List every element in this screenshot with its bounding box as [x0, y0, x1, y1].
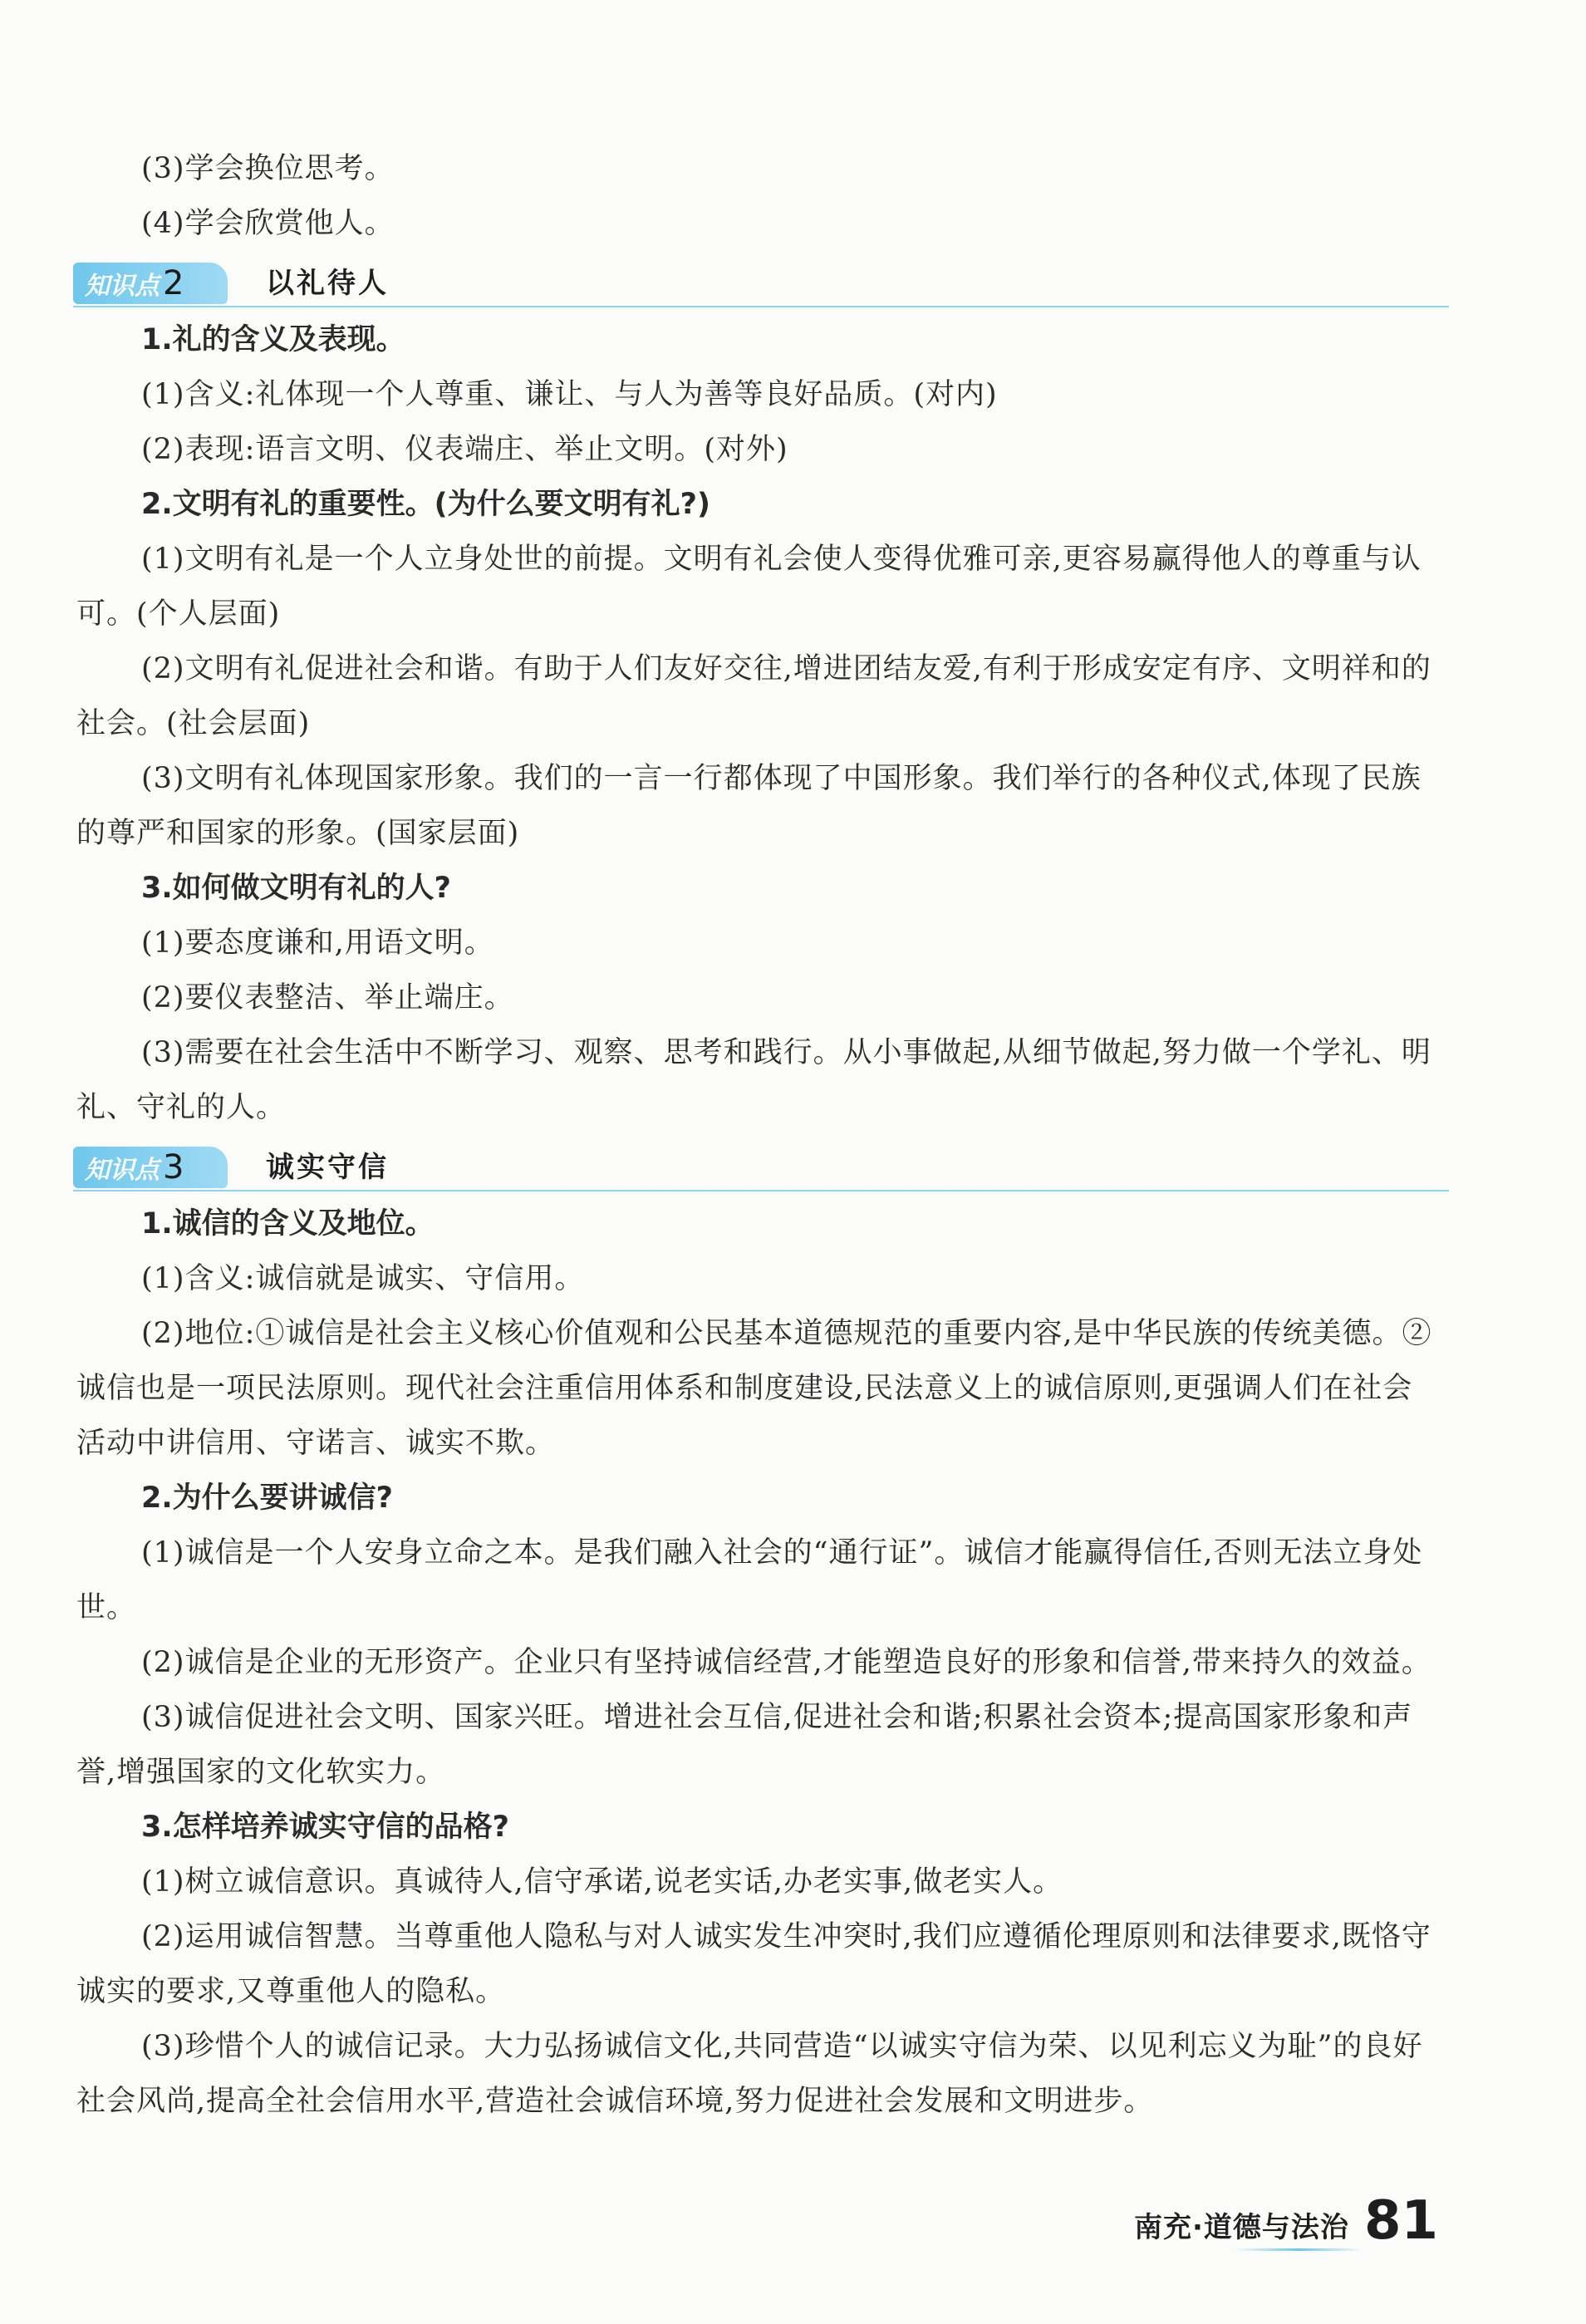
body-paragraph: (1)含义:礼体现一个人尊重、谦让、与人为善等良好品质。(对内) [141, 378, 998, 411]
body-paragraph: (2)要仪表整洁、举止端庄。 [141, 981, 514, 1015]
body-paragraph: (2)表现:语言文明、仪表端庄、举止文明。(对外) [141, 433, 788, 466]
body-paragraph: (2)运用诚信智慧。当尊重他人隐私与对人诚实发生冲突时,我们应遵循伦理原则和法律要求,既恪守诚实的要求,又尊重他人的隐私。 [76, 1920, 1431, 2008]
section-body-3 [76, 1196, 1439, 2129]
body-paragraph: (3)珍惜个人的诚信记录。大力弘扬诚信文化,共同营造“以诚实守信为荣、以见利忘义为耻”的良好社会风尚,提高全社会信用水平,营造社会诚信环境,努力促进社会发展和文明进步。 [76, 2030, 1423, 2118]
section-header-3 [73, 1138, 1439, 1193]
sub-heading: 3.如何做文明有礼的人? [141, 872, 451, 905]
body-paragraph: (1)要态度谦和,用语文明。 [141, 926, 494, 960]
knowledge-point-badge: 知识点 2 [73, 263, 228, 304]
sub-heading: 1.诚信的含义及地位。 [141, 1207, 435, 1241]
sub-heading: 3.怎样培养诚实守信的品格? [141, 1811, 509, 1844]
body-paragraph: (2)诚信是企业的无形资产。企业只有坚持诚信经营,才能塑造良好的形象和信誉,带来持久的效益。 [141, 1646, 1431, 1679]
sub-heading: 1.礼的含义及表现。 [141, 323, 405, 356]
page-footer [1134, 2189, 1438, 2252]
section-title: 诚实守信 [266, 1151, 389, 1184]
body-paragraph: (1)文明有礼是一个人立身处世的前提。文明有礼会使人变得优雅可亲,更容易赢得他人的尊重与认可。(个人层面) [76, 543, 1422, 631]
body-paragraph: (1)含义:诚信就是诚实、守信用。 [141, 1262, 585, 1295]
page-content [76, 141, 1439, 2129]
body-paragraph: (2)地位:①诚信是社会主义核心价值观和公民基本道德规范的重要内容,是中华民族的传统美德。②诚信也是一项民法原则。现代社会注重信用体系和制度建设,民法意义上的诚信原则,更强调人们在社会活动中讲信用、守诺言、诚实不欺。 [76, 1317, 1432, 1460]
section-title: 以礼待人 [266, 267, 389, 300]
body-paragraph: (3)诚信促进社会文明、国家兴旺。增进社会互信,促进社会和谐;积累社会资本;提高国家形象和声誉,增强国家的文化软实力。 [76, 1701, 1413, 1789]
section-header-2 [73, 254, 1439, 309]
section-divider [73, 306, 1449, 307]
knowledge-point-badge: 知识点 3 [73, 1147, 228, 1188]
page-number: 81 [1363, 2190, 1438, 2252]
body-paragraph: (1)诚信是一个人安身立命之本。是我们融入社会的“通行证”。诚信才能赢得信任,否则无法立身处世。 [76, 1536, 1423, 1624]
body-paragraph: (3)文明有礼体现国家形象。我们的一言一行都体现了中国形象。我们举行的各种仪式,体现了民族的尊严和国家的形象。(国家层面) [76, 762, 1422, 850]
body-paragraph: (1)树立诚信意识。真诚待人,信守承诺,说老实话,办老实事,做老实人。 [141, 1865, 1063, 1899]
body-paragraph: (3)学会换位思考。 [141, 152, 395, 185]
footer-underline [1234, 2248, 1363, 2251]
footer-subject: 南充·道德与法治 [1134, 2211, 1349, 2244]
body-paragraph: (3)需要在社会生活中不断学习、观察、思考和践行。从小事做起,从细节做起,努力做一个学礼、明礼、守礼的人。 [76, 1036, 1431, 1124]
sub-heading: 2.为什么要讲诚信? [141, 1481, 393, 1515]
body-paragraph: (2)文明有礼促进社会和谐。有助于人们友好交往,增进团结友爱,有利于形成安定有序、文明祥和的社会。(社会层面) [76, 652, 1431, 740]
body-paragraph: (4)学会欣赏他人。 [141, 207, 395, 240]
intro-list [76, 141, 1439, 251]
section-body-2 [76, 312, 1439, 1135]
sub-heading: 2.文明有礼的重要性。(为什么要文明有礼?) [141, 488, 710, 521]
section-divider [73, 1190, 1449, 1191]
